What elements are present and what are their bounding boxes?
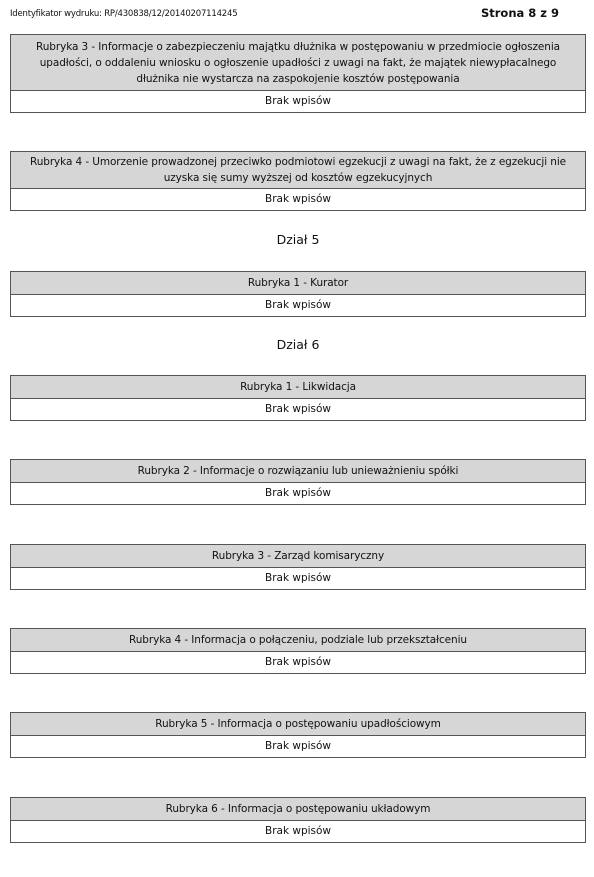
- rubric-box-3: [10, 34, 586, 113]
- section-title-dzial-5: Dział 5: [276, 232, 320, 247]
- rubric-box-d6-6: [10, 797, 586, 843]
- section-title-dzial-6: Dział 6: [276, 337, 320, 352]
- rubric-value: Brak wpisów: [264, 572, 332, 584]
- rubric-value: Brak wpisów: [264, 193, 332, 205]
- rubric-value: Brak wpisów: [264, 656, 332, 668]
- rubric-value: Brak wpisów: [264, 487, 332, 499]
- rubric-value: Brak wpisów: [264, 403, 332, 415]
- rubric-title: Rubryka 3 - Informacje o zabezpieczeniu majątku dłużnika w postępowaniu w przedmiocie ogłoszenia upadłości, o oddaleniu wniosku o ogłoszenie upadłości z uwagi na fakt, że majątek niewypłacalnego dłużnika nie wystarcza na zaspokojenie kosztów postępowania: [11, 35, 585, 91]
- rubric-title: Rubryka 2 - Informacje o rozwiązaniu lub unieważnieniu spółki: [11, 460, 585, 483]
- rubric-title: Rubryka 4 - Informacja o połączeniu, podziale lub przekształceniu: [11, 629, 585, 652]
- rubric-title: Rubryka 4 - Umorzenie prowadzonej przeciwko podmiotowi egzekucji z uwagi na fakt, że z egzekucji nie uzyska się sumy wyższej od kosztów egzekucyjnych: [11, 152, 585, 189]
- rubric-value: Brak wpisów: [264, 740, 332, 752]
- rubric-title: Rubryka 3 - Zarząd komisaryczny: [11, 545, 585, 568]
- rubric-box-d6-1: [10, 375, 586, 421]
- rubric-box-d6-5: [10, 712, 586, 758]
- rubric-box-4: [10, 151, 586, 211]
- rubric-title: Rubryka 1 - Likwidacja: [11, 376, 585, 399]
- rubric-value: Brak wpisów: [264, 825, 332, 837]
- rubric-box-d6-4: [10, 628, 586, 674]
- rubric-box-d6-2: [10, 459, 586, 505]
- rubric-title: Rubryka 5 - Informacja o postępowaniu upadłościowym: [11, 713, 585, 736]
- rubric-title: Rubryka 6 - Informacja o postępowaniu układowym: [11, 798, 585, 821]
- page-number: Strona 8 z 9: [480, 6, 559, 20]
- rubric-title: Rubryka 1 - Kurator: [11, 272, 585, 295]
- rubric-box-d5-1: [10, 271, 586, 317]
- rubric-value: Brak wpisów: [264, 95, 332, 107]
- print-identifier: Identyfikator wydruku: RP/430838/12/20140207114245: [10, 9, 238, 19]
- rubric-value: Brak wpisów: [264, 299, 332, 311]
- rubric-box-d6-3: [10, 544, 586, 590]
